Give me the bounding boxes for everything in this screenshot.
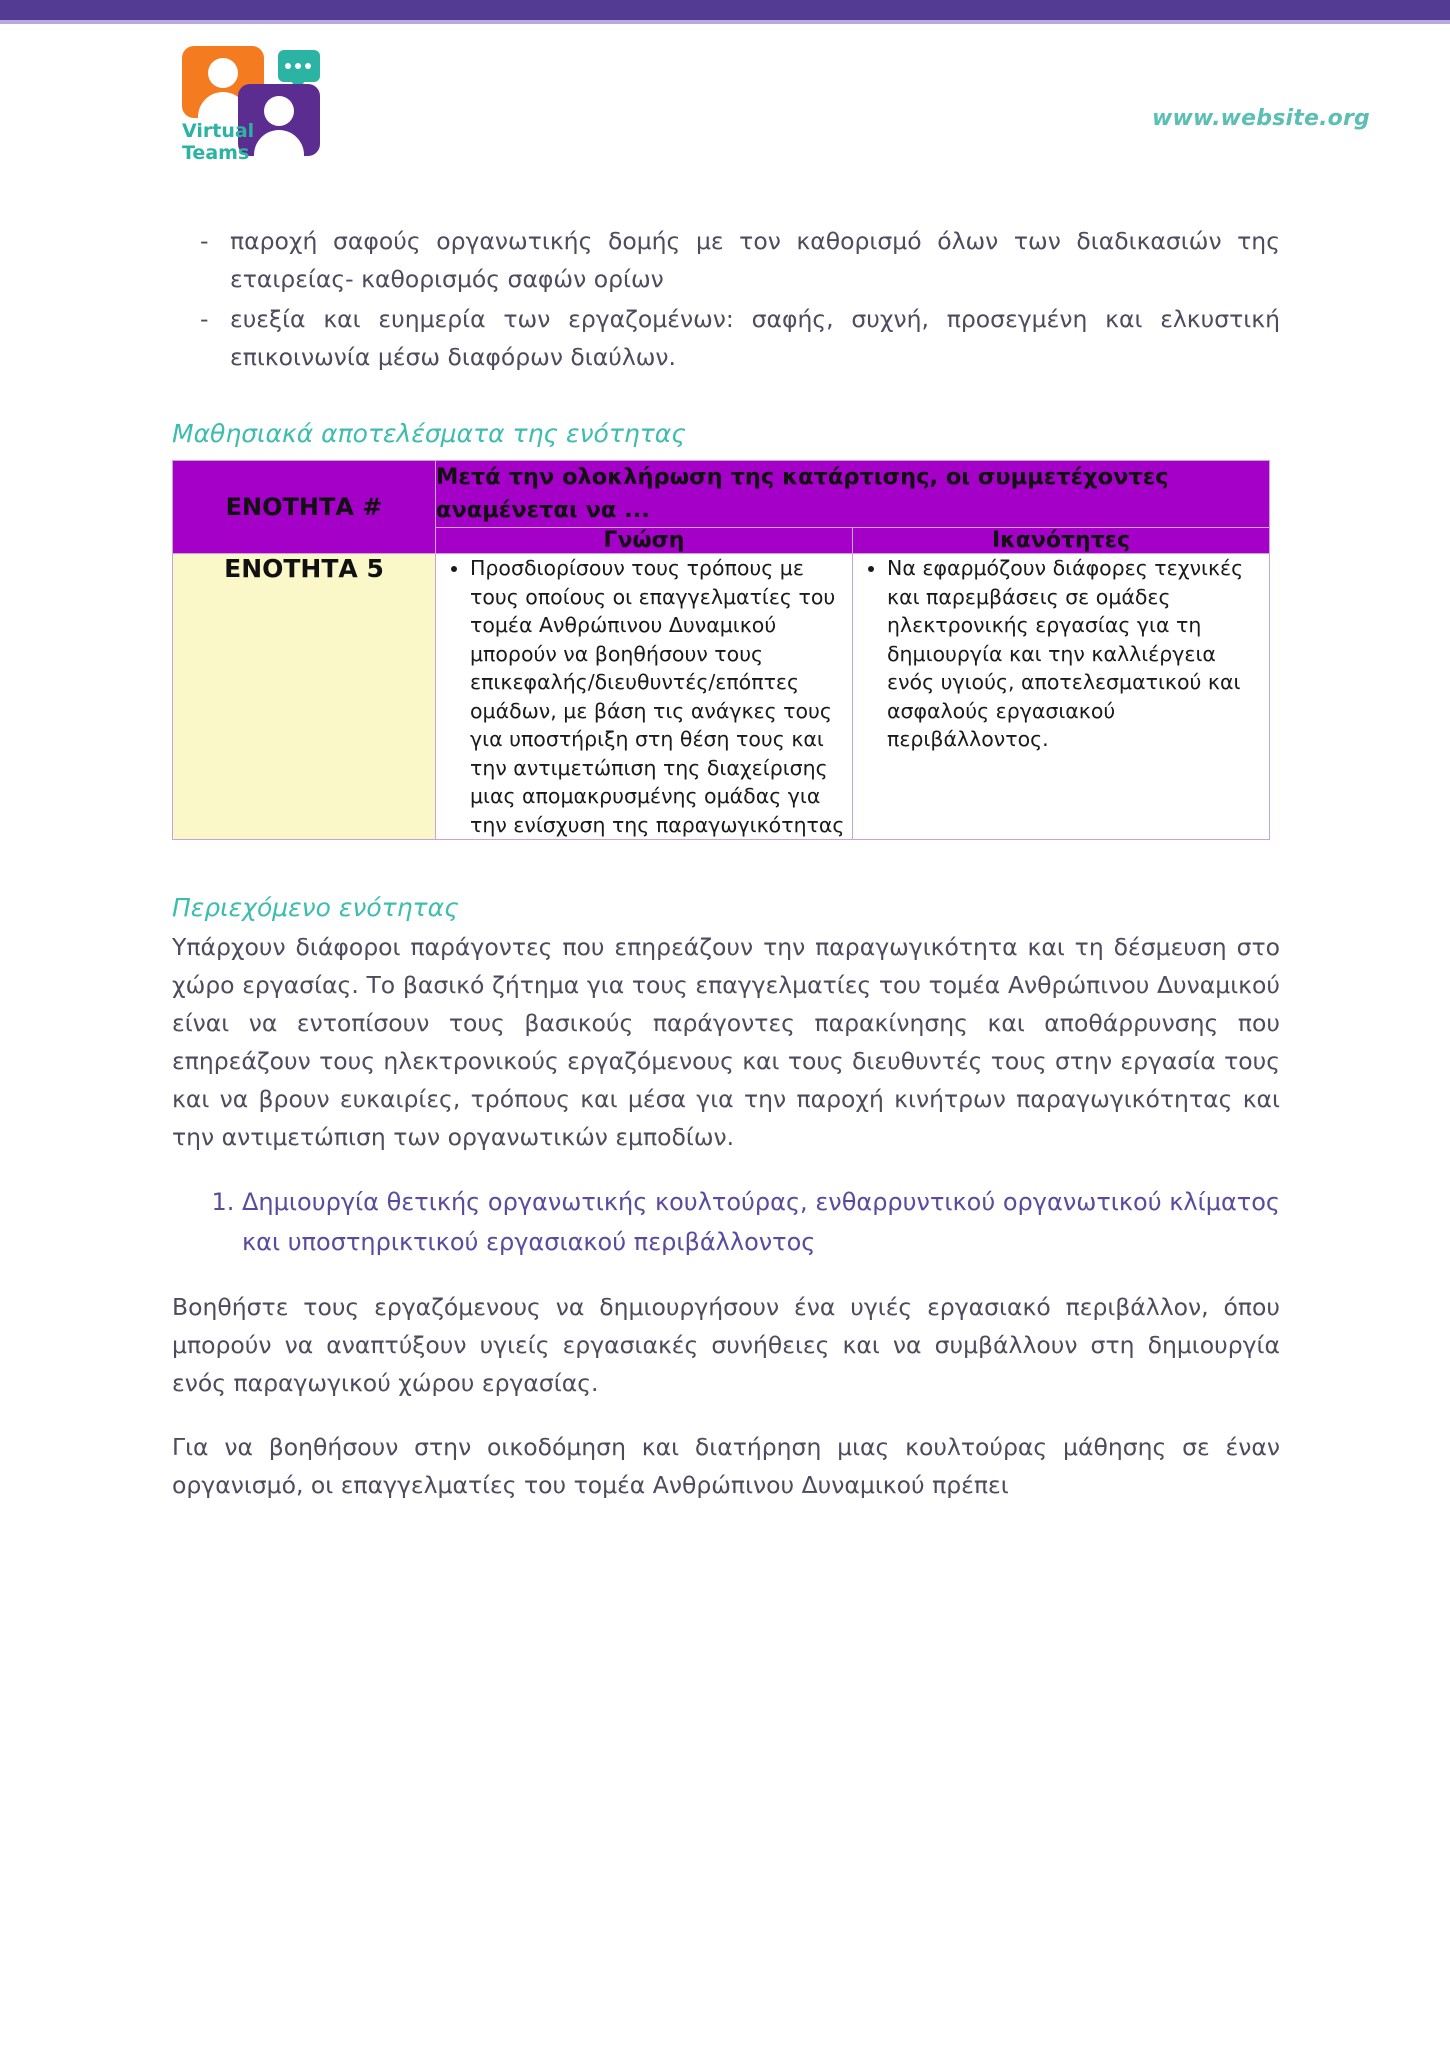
logo-wordmark-line1: Virtual: [182, 120, 255, 142]
table-cell-module-number: ΕΝΟΤΗΤΑ 5: [173, 554, 436, 840]
skills-bullet-list: [853, 554, 1269, 754]
module-content-paragraph-3: Για να βοηθήσουν στην οικοδόμηση και διατήρηση μιας κουλτούρας μάθησης σε έναν οργανισμό, οι επαγγελματίες του τομέα Ανθρώπινου Δυναμικού πρέπει: [172, 1433, 1280, 1499]
learning-outcomes-table: [172, 460, 1270, 840]
table-subheader-knowledge: Γνώση: [436, 528, 853, 554]
intro-bullet-text: ευεξία και ευημερία των εργαζομένων: σαφής, συχνή, προσεγμένη και ελκυστική επικοινωνία μέσω διαφόρων διαύλων.: [230, 305, 1280, 371]
chat-bubble-icon: [278, 50, 320, 82]
avatar-body-shape: [254, 130, 304, 156]
logo-wordmark-line2: Teams: [182, 142, 250, 164]
ellipsis-dots-icon: [285, 63, 311, 69]
document-body: [172, 222, 1280, 1504]
knowledge-bullet-list: [436, 554, 852, 839]
table-subheader-skills: Ικανότητες: [853, 528, 1270, 554]
table-header-row: [173, 461, 1270, 528]
list-item: 1. Δημιουργία θετικής οργανωτικής κουλτούρας, ενθαρρυντικού οργανωτικού κλίματος και υποστηρικτικού εργασιακού περιβάλλοντος: [242, 1182, 1280, 1262]
top-decorative-bar: [0, 0, 1450, 20]
website-url: www.website.org: [1151, 106, 1370, 131]
list-item: • Προσδιορίσουν τους τρόπους με τους οποίους οι επαγγελματίες του τομέα Ανθρώπινου Δυναμικού μπορούν να βοηθήσουν τους επικεφαλής/διευθυντές/επόπτες ομάδων, με βάση τις ανάγκες τους για υποστήριξη στη θέση τους και την αντιμετώπιση της διαχείρισης μιας απομακρυσμένης ομάδας για την ενίσχυση της παραγωγικότητας: [470, 554, 852, 839]
learning-outcomes-heading: Μαθησιακά αποτελέσματα της ενότητας: [172, 419, 686, 448]
list-item: [172, 300, 1280, 376]
list-item: [172, 222, 1280, 298]
module-content-paragraph-1: Υπάρχουν διάφοροι παράγοντες που επηρεάζουν την παραγωγικότητα και τη δέσμευση στο χώρο εργασίας. Το βασικό ζήτημα για τους επαγγελματίες του τομέα Ανθρώπινου Δυναμικού είναι να εντοπίσουν τους βασικούς παράγοντες παρακίνησης και αποθάρρυνσης που επηρεάζουν τους ηλεκτρονικούς εργαζόμενους και τους διευθυντές τους στην εργασία τους και να βρουν ευκαιρίες, τρόπους και μέσα για την παροχή κινήτρων παραγωγικότητας και την αντιμετώπιση των οργανωτικών εμποδίων.: [172, 933, 1280, 1151]
list-item: • Να εφαρμόζουν διάφορες τεχνικές και παρεμβάσεις σε ομάδες ηλεκτρονικής εργασίας για τη δημιουργία και την καλλιέργεια ενός υγιούς, αποτελεσματικού και ασφαλούς εργασιακού περιβάλλοντος.: [887, 554, 1269, 754]
table-cell-knowledge: [436, 554, 853, 840]
page-header: [0, 24, 1450, 179]
module-content-numbered-list: [172, 1182, 1280, 1262]
avatar-head-shape: [264, 96, 294, 126]
intro-bullet-list: [172, 222, 1280, 376]
avatar-head-shape: [208, 58, 238, 88]
table-header-module: ΕΝΟΤΗΤΑ #: [173, 461, 436, 554]
table-header-intro: Μετά την ολοκλήρωση της κατάρτισης, οι συμμετέχοντες αναμένεται να ...: [436, 461, 1270, 528]
table-cell-skills: [853, 554, 1270, 840]
module-content-heading: Περιεχόμενο ενότητας: [172, 893, 459, 922]
intro-bullet-text: παροχή σαφούς οργανωτικής δομής με τον καθορισμό όλων των διαδικασιών της εταιρείας- καθορισμός σαφών ορίων: [230, 227, 1280, 293]
dash-marker-icon: -: [200, 305, 209, 333]
virtual-teams-logo: [176, 40, 376, 170]
table-row: [173, 554, 1270, 840]
logo-wordmark: [182, 120, 255, 164]
module-content-paragraph-2: Βοηθήστε τους εργαζόμενους να δημιουργήσουν ένα υγιές εργασιακό περιβάλλον, όπου μπορούν να αναπτύξουν υγιείς εργασιακές συνήθειες και να συμβάλλουν στη δημιουργία ενός παραγωγικού χώρου εργασίας.: [172, 1293, 1280, 1397]
dash-marker-icon: -: [200, 227, 209, 255]
